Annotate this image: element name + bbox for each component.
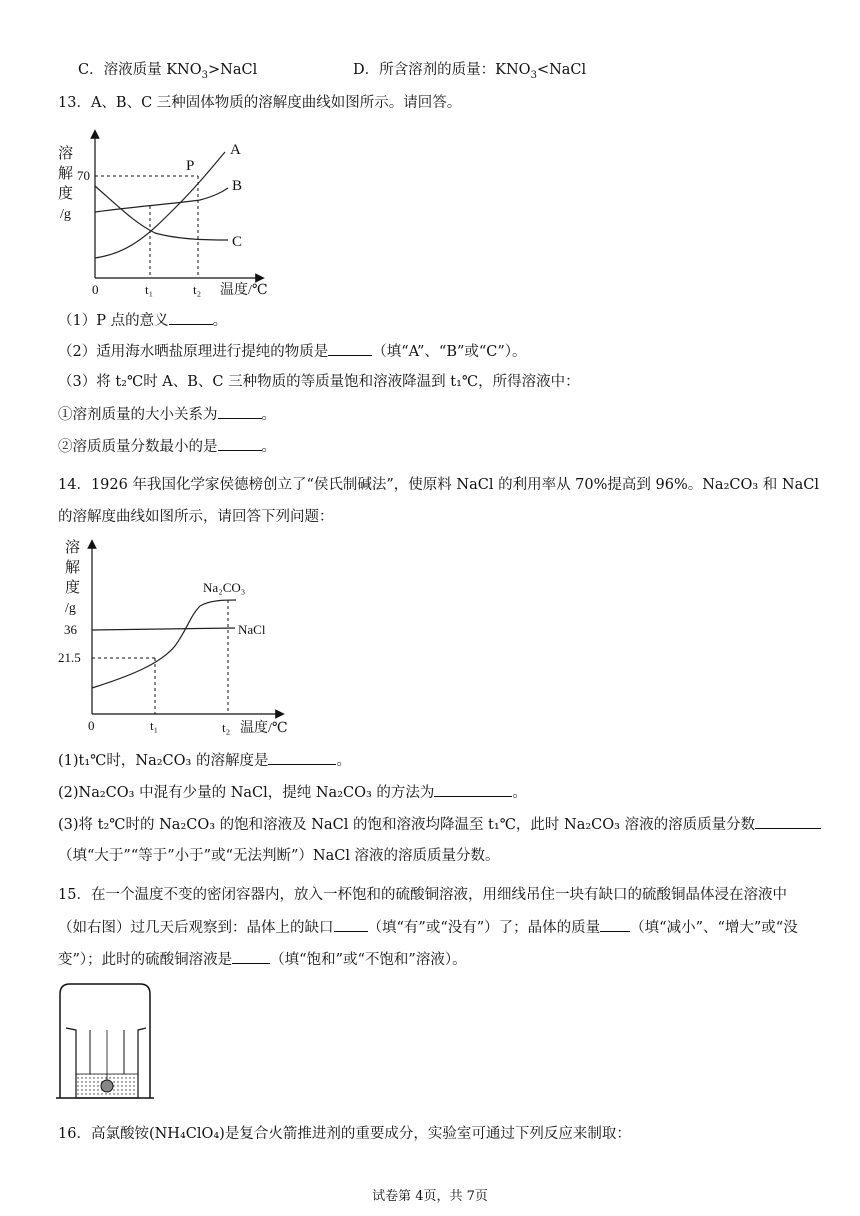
q13-curve-b	[95, 188, 228, 212]
q14-sub3: (3)将 t₂℃时的 Na₂CO₃ 的饱和溶液及 NaCl 的饱和溶液均降温至 t₁℃，此时 Na₂CO₃ 溶液的溶质质量分数	[58, 814, 821, 835]
q13-sub3-1: ①溶剂质量的大小关系为 。	[58, 404, 276, 425]
q14-y-label-3: 度	[65, 580, 81, 596]
q13-point-p: P	[186, 158, 195, 174]
q15-line1: 15．在一个温度不变的密闭容器内，放入一杯饱和的硫酸铜溶液，用细线吊住一块有缺口的硫酸铜晶体浸在溶液中	[58, 887, 787, 903]
q13-stem: 13．A、B、C 三种固体物质的溶解度曲线如图所示。请回答。	[58, 95, 462, 111]
q14-solubility-chart	[50, 536, 310, 738]
q14-x-label: 温度/℃	[240, 721, 288, 736]
q13-sub2: （2）适用海水晒盐原理进行提纯的物质是 （填“A”、“B”或“C”）。	[58, 341, 527, 362]
q14-stem-line2: 的溶解度曲线如图所示，请回答下列问题：	[58, 509, 334, 525]
q15-blank-2[interactable]	[600, 917, 630, 932]
q14-sub2-blank[interactable]	[434, 782, 512, 797]
q14-sub3-blank[interactable]	[755, 814, 821, 829]
q13-solubility-chart	[50, 128, 290, 298]
q13-sub1-blank[interactable]	[169, 310, 213, 325]
q13-sub3-1-blank[interactable]	[218, 404, 262, 419]
q14-y-tick-36: 36	[64, 622, 77, 637]
q14-y-label-2: 解	[65, 560, 81, 576]
q13-sub3-2-blank[interactable]	[218, 436, 262, 451]
q15-line3: 变”）；此时的硫酸铜溶液是 （填“饱和”或“不饱和”溶液）。	[58, 949, 467, 970]
q13-label-a: A	[230, 142, 241, 158]
q13-curve-c	[95, 186, 228, 240]
q13-sub1: （1）P 点的意义 。	[58, 310, 227, 331]
q13-y-label-4: /g	[60, 207, 71, 222]
q14-curve-nacl	[92, 628, 235, 630]
q13-y-label-1: 溶	[58, 146, 74, 162]
q13-y-label-3: 度	[58, 186, 74, 202]
q15-container-diagram	[52, 980, 156, 1102]
q14-stem-line1: 14．1926 年我国化学家侯德榜创立了“侯氏制碱法”，使原料 NaCl 的利用率从 70%提高到 96%。Na₂CO₃ 和 NaCl	[58, 477, 819, 493]
q15-blank-3[interactable]	[232, 949, 270, 964]
q13-sub3-2: ②溶质质量分数最小的是 。	[58, 436, 276, 457]
q14-y-tick-21-5: 21.5	[58, 650, 81, 665]
q13-y-tick-70: 70	[77, 168, 90, 183]
q13-y-label-2: 解	[58, 166, 74, 182]
q14-y-label-4: /g	[65, 601, 76, 616]
q13-label-b: B	[232, 178, 243, 194]
q13-sub3: （3）将 t₂℃时 A、B、C 三种物质的等质量饱和溶液降温到 t₁℃，所得溶液中：	[58, 374, 580, 390]
page-footer: 试卷第 4页，共 7页	[372, 1189, 488, 1204]
q13-origin: 0	[92, 282, 99, 297]
q15-blank-1[interactable]	[334, 917, 368, 932]
q13-x-tick-t1: t₁	[145, 282, 154, 297]
q14-sub3-line2: （填“大于”“等于”小于”或“无法判断”）NaCl 溶液的溶质质量分数。	[58, 848, 500, 864]
q14-sub1: (1)t₁℃时，Na₂CO₃ 的溶解度是 。	[58, 750, 351, 771]
q15-crystal	[101, 1080, 113, 1092]
q13-label-c: C	[232, 234, 243, 250]
q14-sub1-blank[interactable]	[268, 750, 336, 765]
q13-x-label: 温度/℃	[220, 283, 268, 298]
q14-label-na2co3: Na₂CO₃	[203, 580, 246, 595]
q14-y-label-1: 溶	[65, 540, 81, 556]
q14-origin: 0	[88, 718, 95, 733]
q14-sub2: (2)Na₂CO₃ 中混有少量的 NaCl，提纯 Na₂CO₃ 的方法为 。	[58, 782, 527, 803]
q15-line2: （如右图）过几天后观察到：晶体上的缺口 （填“有”或“没有”）了；晶体的质量 （填“减小”、“增大”或“没	[58, 917, 798, 938]
q13-x-tick-t2: t₂	[193, 282, 202, 297]
q14-curve-na2co3	[92, 600, 236, 688]
q13-sub2-blank[interactable]	[328, 341, 372, 356]
q16-stem: 16．高氯酸铵(NH₄ClO₄)是复合火箭推进剂的重要成分，实验室可通过下列反应来制取：	[58, 1126, 631, 1142]
q12-option-d: D．所含溶剂的质量：$KNO_3<NaCl$	[353, 62, 587, 81]
q14-label-nacl: NaCl	[238, 622, 266, 637]
q12-option-c: C．溶液质量 $KNO_3>NaCl$	[78, 62, 258, 81]
q14-x-tick-t1: t₁	[150, 718, 159, 733]
q14-x-tick-t2: t₂	[222, 720, 231, 735]
